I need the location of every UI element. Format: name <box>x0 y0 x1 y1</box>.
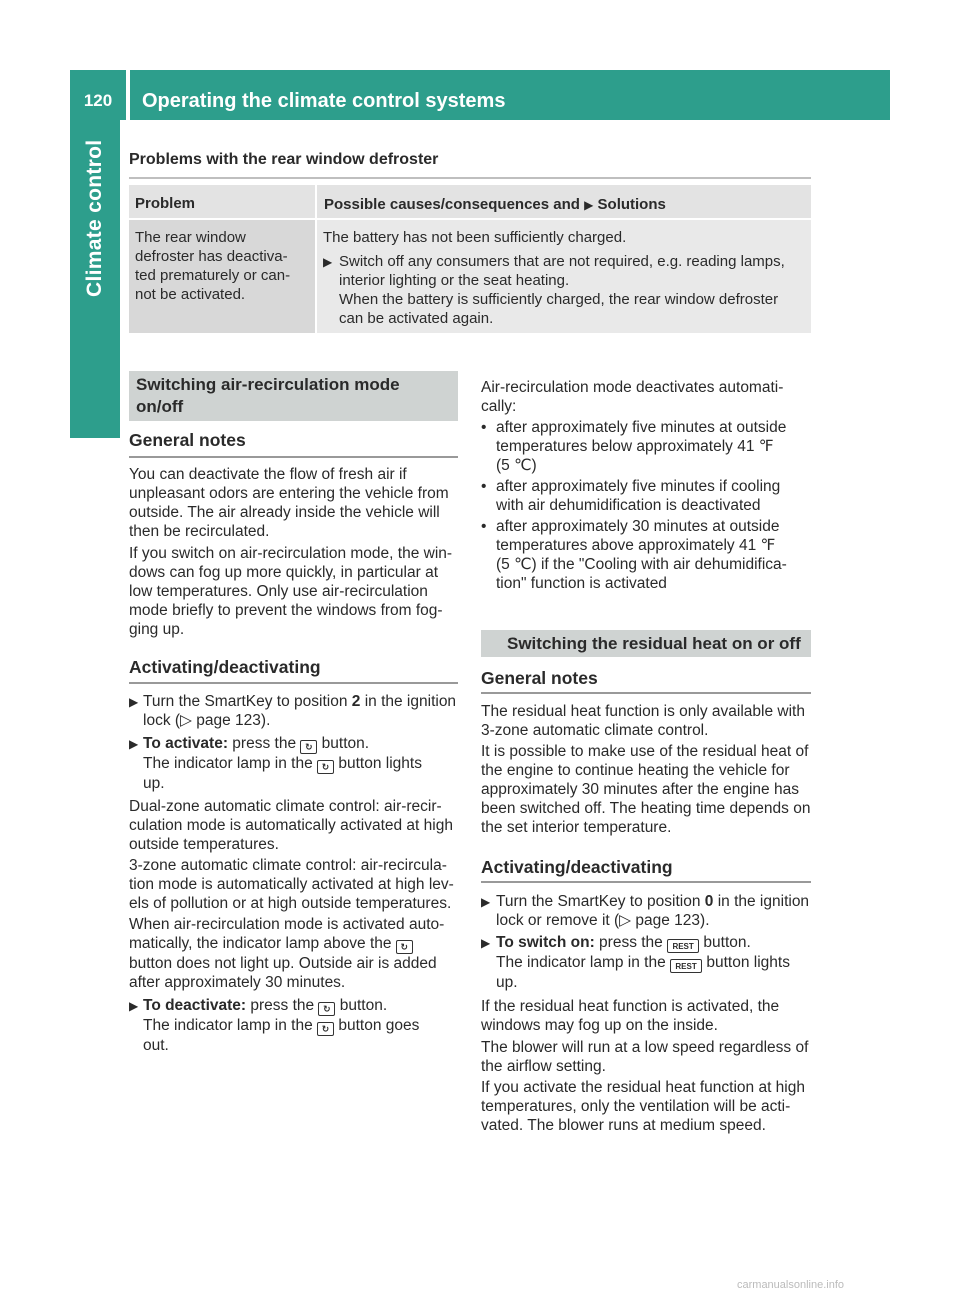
residual-general-heading: General notes <box>481 668 598 688</box>
recirculation-icon: ↻ <box>300 740 317 754</box>
problem-text <box>135 228 290 304</box>
watermark: carmanualsonline.info <box>737 1279 845 1291</box>
arrow-right-icon: ▶ <box>584 198 594 212</box>
recirculation-icon: ↻ <box>317 1022 334 1036</box>
rest-icon: REST <box>670 959 702 973</box>
solution-text <box>339 252 785 328</box>
col-solutions-post: Solutions <box>593 196 666 213</box>
col-solutions-pre: Possible causes/consequences and <box>324 196 585 213</box>
table-cell-solutions <box>317 220 811 333</box>
text-line: The rear window <box>135 229 246 246</box>
bullet-icon: • <box>481 419 487 436</box>
text-line: can be activated again. <box>339 310 494 327</box>
recirc-step1: Turn the SmartKey to position 2 in the ignition lock (▷ page 123). <box>143 693 457 729</box>
page-header <box>70 70 890 120</box>
residual-p1: The residual heat function is only available with 3-zone automatic climate control. <box>481 703 805 739</box>
cause-text: The battery has not been sufficiently charged. <box>323 229 627 246</box>
rest-icon: REST <box>667 939 699 953</box>
bullet-icon: • <box>481 518 487 535</box>
recirc-step2: To activate: press the ↻ button. The indicator lamp in the ↻ button lights up. <box>143 735 422 792</box>
recirc-activating-heading: Activating/deactivating <box>129 657 321 677</box>
recirc-three-zone: 3-zone automatic climate control: air-recircula- tion mode is automatically activated at high lev- els of pollution or at high outside temperatures. <box>129 857 454 912</box>
table-header-solutions <box>317 185 811 218</box>
list-item: after approximately five minutes if cooling with air dehumidification is deactivated <box>496 478 781 514</box>
arrow-right-icon: ▶ <box>129 737 139 751</box>
table-header-problem <box>129 185 315 218</box>
residual-p3: If the residual heat function is activated, the windows may fog up on the inside. <box>481 998 780 1034</box>
residual-p2: It is possible to make use of the residual heat of the engine to continue heating the vehicle for approximately 30 minutes after the engine has been switched off. The heating time depends on the set interior temperature. <box>481 743 811 836</box>
text-line: Switch off any consumers that are not required, e.g. reading lamps, <box>339 253 785 270</box>
table-cell-problem <box>129 220 315 333</box>
divider <box>481 881 811 883</box>
arrow-right-icon: ▶ <box>481 936 491 950</box>
recirculation-icon: ↻ <box>318 1002 335 1016</box>
text-line: defroster has deactiva- <box>135 248 288 265</box>
side-tab-label: Climate control <box>83 140 106 298</box>
recirc-auto-note: When air-recirculation mode is activated auto- matically, the indicator lamp above the ↻ button does not light up. Outside air is added after approximately 30 minutes. <box>129 916 445 991</box>
header-separator <box>126 70 130 120</box>
recirculation-icon: ↻ <box>396 940 413 954</box>
recirc-general-p1: You can deactivate the flow of fresh air if unpleasant odors are entering the vehicle from outside. The air already inside the vehicle will then be recirculated. <box>129 466 449 540</box>
list-item: after approximately 30 minutes at outside temperatures above approximately 41 ℉ (5 ℃) if the "Cooling with air dehumidifica- tion" function is activated <box>496 518 787 592</box>
arrow-right-icon: ▶ <box>129 695 139 709</box>
arrow-right-icon: ▶ <box>323 255 333 269</box>
col-problem-label: Problem <box>135 195 196 212</box>
bullet-icon: • <box>481 478 487 495</box>
text-line: interior lighting or the seat heating. <box>339 272 570 289</box>
col-solutions-label <box>324 195 666 215</box>
divider <box>129 682 458 684</box>
text-line: When the battery is sufficiently charged, the rear window defroster <box>339 291 779 308</box>
side-tab <box>70 120 120 438</box>
defroster-heading: Problems with the rear window defroster <box>129 151 439 168</box>
recirc-deactivate-step: To deactivate: press the ↻ button. The indicator lamp in the ↻ button goes out. <box>143 997 420 1054</box>
text-line: ted prematurely or can- <box>135 267 291 284</box>
residual-step2: To switch on: press the REST button. The indicator lamp in the REST button lights up. <box>496 934 790 991</box>
residual-p5: If you activate the residual heat function at high temperatures, only the ventilation will be acti- vated. The blower runs at medium speed. <box>481 1079 805 1134</box>
table-top-rule <box>129 177 811 179</box>
chapter-title: Operating the climate control systems <box>142 90 506 112</box>
section-title-line: on/off <box>136 397 184 416</box>
arrow-right-icon: ▶ <box>481 895 491 909</box>
recirc-dual-zone: Dual-zone automatic climate control: air-recir- culation mode is automatically activated at high outside temperatures. <box>129 798 453 853</box>
residual-p4: The blower will run at a low speed regardless of the airflow setting. <box>481 1039 809 1075</box>
recirc-section-title <box>129 371 458 421</box>
recirc-auto-deactivate: Air-recirculation mode deactivates automati- cally: <box>481 379 784 415</box>
list-item: after approximately five minutes at outside temperatures below approximately 41 ℉ (5 ℃) <box>496 419 787 474</box>
divider <box>129 456 458 458</box>
divider <box>481 692 811 694</box>
section-title-line: Switching air-recirculation mode <box>136 375 400 394</box>
section-title-line: Switching the residual heat on or off <box>507 634 801 653</box>
residual-section-title <box>481 630 811 657</box>
recirc-general-heading: General notes <box>129 430 246 450</box>
text-line: not be activated. <box>135 286 246 303</box>
residual-activating-heading: Activating/deactivating <box>481 857 673 877</box>
arrow-right-icon: ▶ <box>129 999 139 1013</box>
residual-step1: Turn the SmartKey to position 0 in the ignition lock or remove it (▷ page 123). <box>496 893 810 929</box>
recirc-general-p2: If you switch on air-recirculation mode, the win- dows can fog up more quickly, in particular at low temperatures. Only use air-recirculation mode briefly to prevent the windows from fog- ging up. <box>129 545 453 638</box>
recirculation-icon: ↻ <box>317 760 334 774</box>
page-number: 120 <box>83 91 113 110</box>
